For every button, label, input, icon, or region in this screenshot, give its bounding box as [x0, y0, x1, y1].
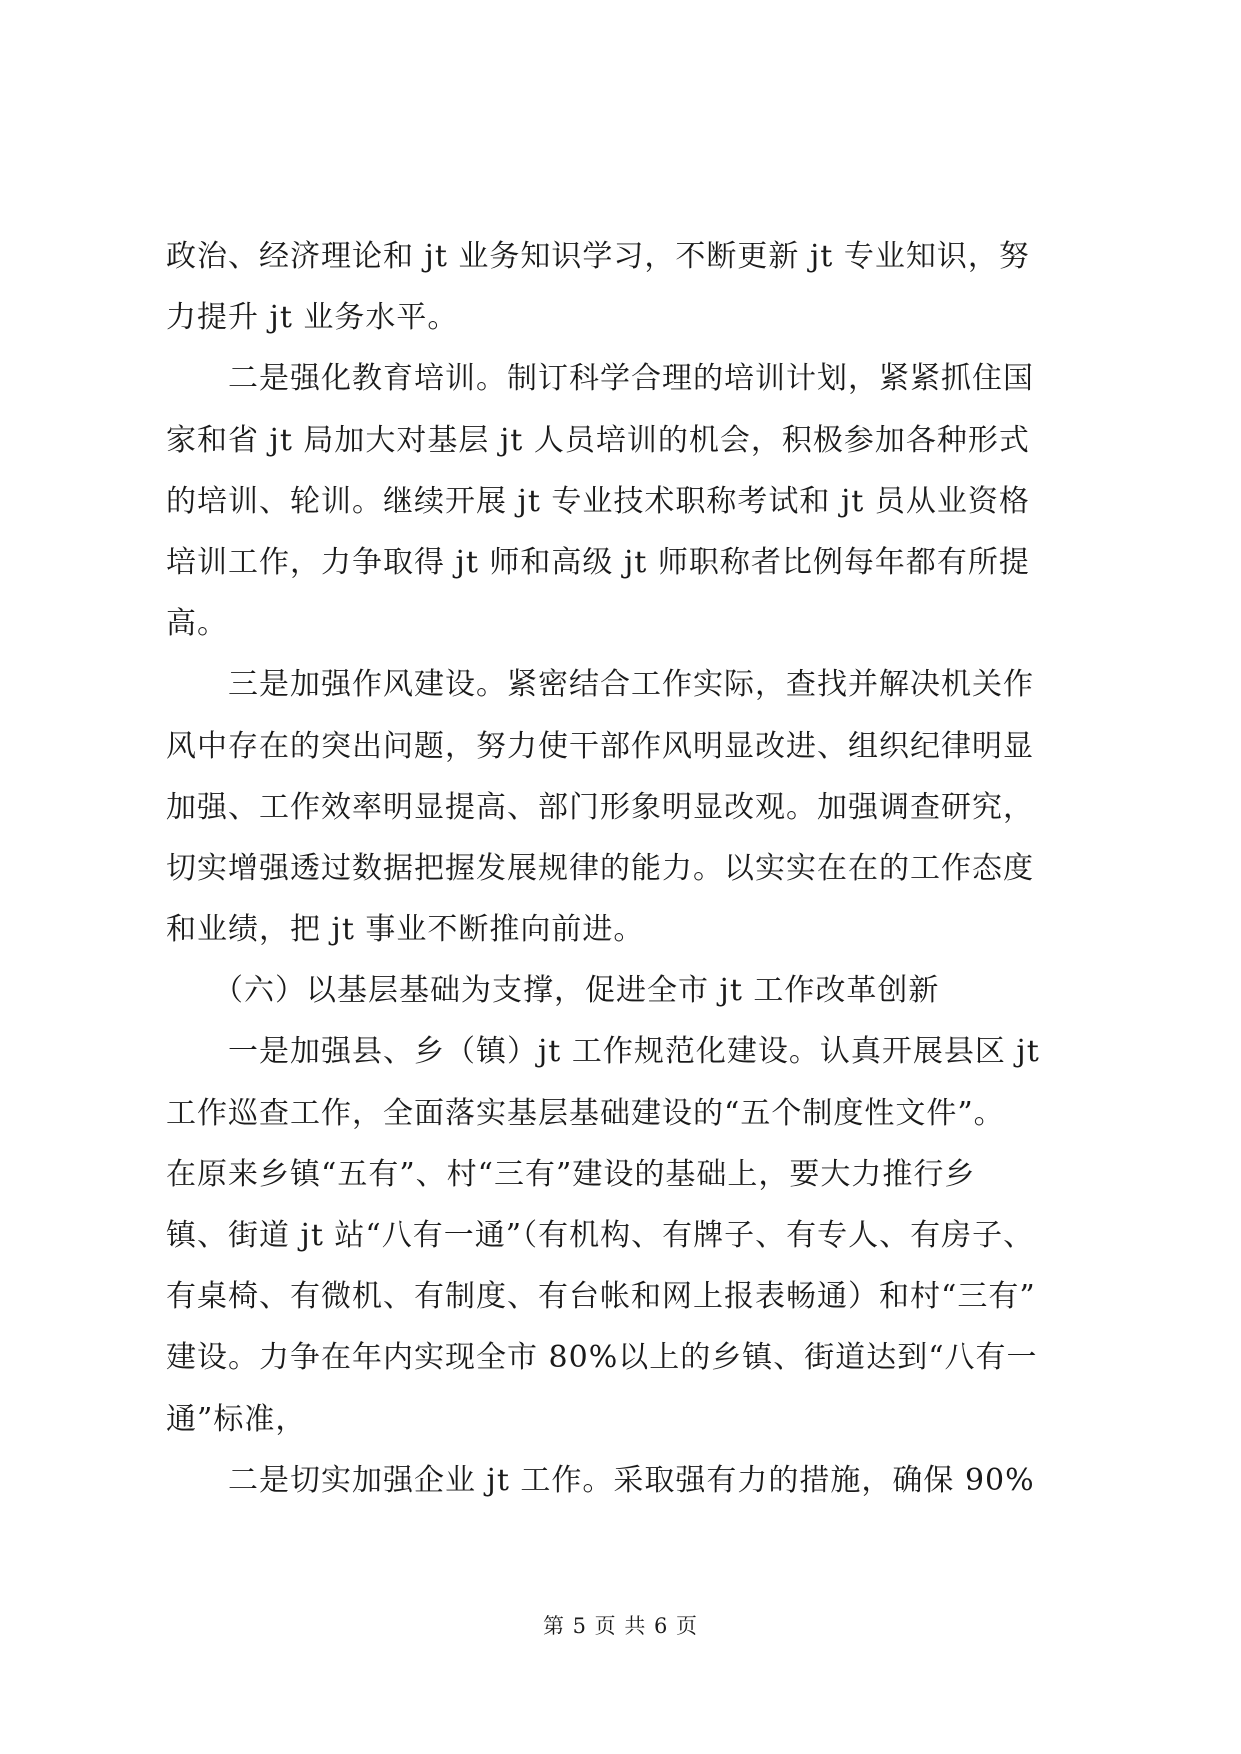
text-line: 工作巡查工作，全面落实基层基础建设的“五个制度性文件”。 — [166, 1095, 1005, 1131]
text-line: 一是加强县、乡（镇）jt 工作规范化建设。认真开展县区 jt — [166, 1034, 1040, 1070]
page-number-footer: 第 5 页 共 6 页 — [542, 1614, 699, 1638]
text-line: 二是切实加强企业 jt 工作。采取强有力的措施，确保 90% — [166, 1462, 1035, 1498]
text-line: 风中存在的突出问题，努力使干部作风明显改进、组织纪律明显 — [166, 728, 1034, 764]
text-line: 有桌椅、有微机、有制度、有台帐和网上报表畅通）和村“三有” — [166, 1279, 1036, 1315]
text-line: 培训工作，力争取得 jt 师和高级 jt 师职称者比例每年都有所提 — [166, 544, 1030, 580]
text-line: 在原来乡镇“五有”、村“三有”建设的基础上，要大力推行乡 — [166, 1156, 976, 1192]
text-line: 和业绩，把 jt 事业不断推向前进。 — [166, 912, 645, 948]
text-line: 力提升 jt 业务水平。 — [166, 300, 459, 336]
text-line: 高。 — [166, 606, 228, 642]
text-line: 加强、工作效率明显提高、部门形象明显改观。加强调查研究， — [166, 789, 1034, 825]
section-heading: （六）以基层基础为支撑，促进全市 jt 工作改革创新 — [166, 973, 940, 1009]
text-line: 家和省 jt 局加大对基层 jt 人员培训的机会，积极参加各种形式 — [166, 422, 1030, 458]
text-line: 二是强化教育培训。制订科学合理的培训计划，紧紧抓住国 — [166, 361, 1034, 397]
document-body — [166, 226, 1086, 1511]
text-line: 通”标准， — [166, 1401, 307, 1437]
text-line: 切实增强透过数据把握发展规律的能力。以实实在在的工作态度 — [166, 850, 1034, 886]
text-line: 的培训、轮训。继续开展 jt 专业技术职称考试和 jt 员从业资格 — [166, 483, 1030, 519]
text-line: 三是加强作风建设。紧密结合工作实际，查找并解决机关作 — [166, 667, 1034, 703]
text-line: 政治、经济理论和 jt 业务知识学习，不断更新 jt 专业知识，努 — [166, 239, 1030, 274]
text-line: 建设。力争在年内实现全市 80%以上的乡镇、街道达到“八有一 — [166, 1340, 1038, 1376]
text-line: 镇、街道 jt 站“八有一通”（有机构、有牌子、有专人、有房子、 — [166, 1218, 1035, 1253]
